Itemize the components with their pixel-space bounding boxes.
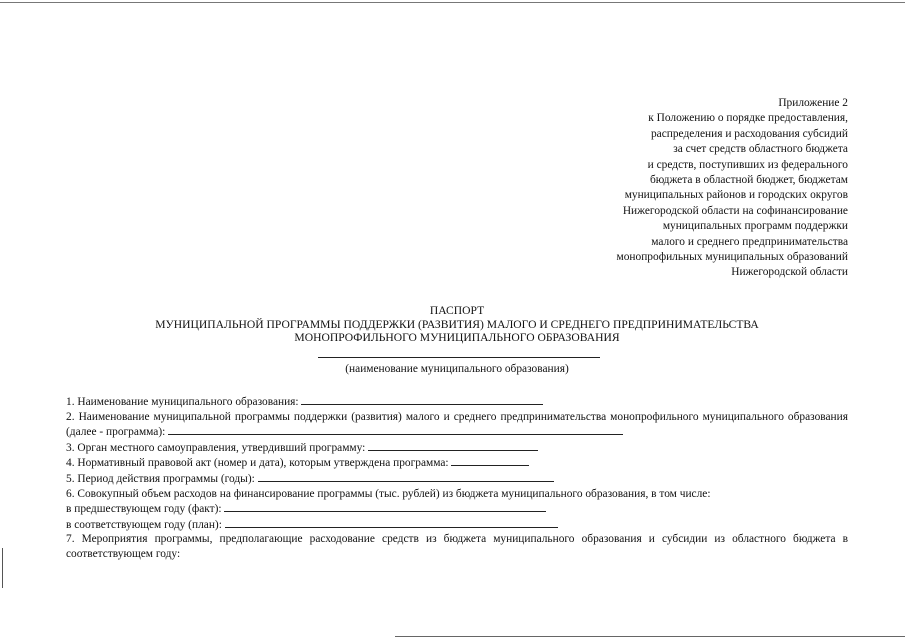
appendix-line: распределения и расходования субсидий [650,127,848,140]
appendix-line: и средств, поступивших из федерального [647,158,848,171]
item-6 [66,487,848,502]
item-3-field[interactable] [368,440,538,451]
item-3 [66,440,848,456]
item-6-current-field[interactable] [225,517,558,528]
item-7-label: 7. Мероприятия программы, предполагающие расходование средств из бюджета муниципального образования и субсидии из областного бюджета в соответствующем году: [66,533,848,560]
appendix-block [617,96,848,281]
passport-heading [66,304,848,345]
appendix-line: Приложение 2 [778,97,848,109]
item-2 [66,410,848,440]
appendix-line: монопрофильных муниципальных образований [616,251,848,264]
appendix-line: к Положению о порядке предоставления, [648,112,848,125]
item-3-label: 3. Орган местного самоуправления, утвердивший программу: [66,441,366,454]
item-6-label: 6. Совокупный объем расходов на финансирование программы (тыс. рублей) из бюджета муниципального образования, в том числе: [66,487,711,500]
item-1-label: 1. Наименование муниципального образования: [66,396,299,408]
item-1-field[interactable] [301,394,543,405]
heading-title: ПАСПОРТ [429,304,485,317]
appendix-line: бюджета в областной бюджет, бюджетам [649,174,848,187]
appendix-line: муниципальных районов и городских округов [624,189,848,202]
heading-line-2: МОНОПРОФИЛЬНОГО МУНИЦИПАЛЬНОГО ОБРАЗОВАНИЯ [294,331,620,344]
item-2-field[interactable] [168,424,623,435]
item-6-current-year [66,517,848,533]
appendix-line: Нижегородской области [731,266,848,279]
scan-edge-bottom [395,636,905,637]
item-4 [66,455,848,471]
item-4-label: 4. Нормативный правовой акт (номер и дата), которым утверждена программа: [66,457,449,470]
item-5-field[interactable] [258,471,554,482]
passport-body [66,394,848,562]
municipality-name-caption: (наименование муниципального образования) [345,363,569,375]
item-4-field[interactable] [451,455,529,466]
item-5-label: 5. Период действия программы (годы): [66,472,255,485]
appendix-line: Нижегородской области на софинансирование [622,204,848,217]
item-6-previous-field[interactable] [224,501,546,512]
appendix-line: муниципальных программ поддержки [662,220,848,233]
heading-line-1: МУНИЦИПАЛЬНОЙ ПРОГРАММЫ ПОДДЕРЖКИ (РАЗВИТИЯ) МАЛОГО И СРЕДНЕГО ПРЕДПРИНИМАТЕЛЬСТВА [155,317,759,331]
item-6-previous-label: в предшествующем году (факт): [66,503,222,516]
municipality-name-field[interactable] [318,357,600,358]
item-7 [66,532,848,561]
item-2-label: 2. Наименование муниципальной программы поддержки (развития) малого и среднего предпринимательства монопрофильного муниципального образования (далее - программа): [66,410,848,439]
item-1 [66,394,848,410]
item-6-current-label: в соответствующем году (план): [66,518,222,531]
scan-edge-left [2,548,3,588]
appendix-line: малого и среднего предпринимательства [651,235,848,248]
item-5 [66,471,848,487]
appendix-line: за счет средств областного бюджета [673,143,848,156]
item-6-previous-year [66,501,848,517]
scan-edge-top [0,2,905,3]
